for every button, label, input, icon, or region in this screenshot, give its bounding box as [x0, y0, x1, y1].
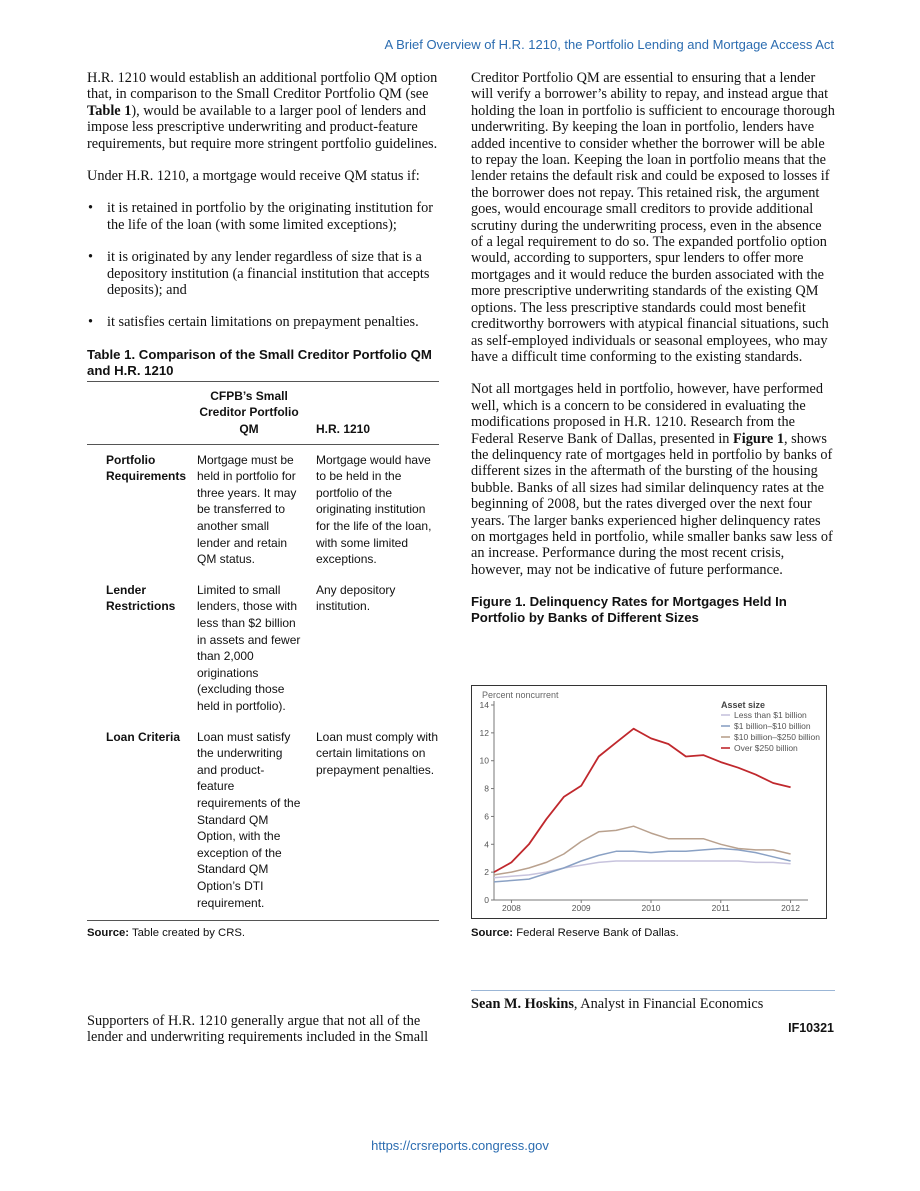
- row-header: Loan Criteria: [87, 724, 197, 921]
- source-label: Source:: [471, 927, 514, 939]
- legend-title: Asset size: [721, 700, 766, 710]
- list-item: [87, 314, 439, 330]
- x-tick-label: 2010: [641, 903, 661, 913]
- supporters-paragraph: Supporters of H.R. 1210 generally argue that not all of the lender and underwriting requirements included in the Small: [87, 1013, 429, 1046]
- source-label: Source:: [87, 927, 130, 940]
- chart-legend: [721, 700, 820, 753]
- table-header-cell: CFPB’s Small Creditor Portfolio QM: [197, 381, 311, 444]
- running-header: A Brief Overview of H.R. 1210, the Portfolio Lending and Mortgage Access Act: [384, 37, 834, 52]
- table-source: [87, 927, 439, 939]
- left-bottom-text: [87, 1013, 445, 1062]
- y-tick-label: 0: [484, 895, 489, 905]
- table-row: [87, 444, 439, 577]
- delinquency-chart: [471, 685, 827, 919]
- row-header: Lender Restrictions: [106, 582, 176, 614]
- author-title: , Analyst in Financial Economics: [573, 996, 764, 1012]
- table-cell: Loan must satisfy the underwriting and product-feature requirements of the Standard QM Option, with the exception of the Standard QM Option’s DTI requirement.: [197, 724, 311, 921]
- comparison-table: [87, 381, 439, 921]
- series-line: [494, 861, 791, 878]
- bullet-icon: •: [88, 200, 94, 217]
- figure-ref: Figure 1: [733, 430, 784, 447]
- x-tick-label: 2011: [711, 903, 730, 913]
- argument-paragraph: Creditor Portfolio QM are essential to ensuring that a lender will verify a borrower’s ability to repay, and instead argue that holding the loan in portfolio is sufficient to encourage thorough underwriting. By keeping the loan in portfolio, lenders have added incentive to consider whether the borrower will be able to repay the loan. Keeping the loan in portfolio means that the lender retains the default risk and could be exposed to losses if the borrower does not repay. This retained risk, the argument goes, would encourage small creditors to provide additional scrutiny during the underwriting process, even in the absence of a legal requirement to do so. The expanded portfolio option would, according to supporters, spur lenders to offer more mortgages and it would reduce the burden associated with the more prescriptive underwriting standards of the existing QM options. The less prescriptive standards could most benefit creditworthy borrowers with atypical financial situations, such as self-employed individuals or seasonal employees, who may have a difficult time conforming to the existing standards.: [471, 70, 835, 365]
- bullet-icon: •: [88, 249, 94, 266]
- legend-label: $1 billion–$10 billion: [734, 721, 811, 731]
- list-item-text: it is retained in portfolio by the originating institution for the life of the loan (with some limited exceptions);: [107, 200, 434, 233]
- bullet-icon: •: [88, 314, 94, 331]
- table-header-row: [87, 381, 439, 444]
- footer-url[interactable]: https://crsreports.congress.gov: [371, 1138, 549, 1153]
- row-header: Portfolio Requirements: [106, 452, 187, 484]
- author-name: Sean M. Hoskins: [471, 996, 574, 1012]
- performance-paragraph: [471, 381, 835, 578]
- table-ref: Table 1: [87, 102, 132, 119]
- qm-status-paragraph: Under H.R. 1210, a mortgage would receive QM status if:: [87, 168, 420, 185]
- legend-label: $10 billion–$250 billion: [734, 732, 821, 742]
- table-row: [87, 724, 439, 921]
- intro-paragraph: [87, 70, 439, 152]
- table-row: [87, 577, 439, 724]
- table-cell: Loan must comply with certain limitations on prepayment penalties.: [311, 724, 439, 921]
- y-tick-label: 6: [484, 811, 489, 822]
- table-header-cell: H.R. 1210: [311, 381, 439, 444]
- performance-text-post: , shows the delinquency rate of mortgages held in portfolio by banks of different sizes in the aftermath of the bursting of the housing bubble. Banks of all sizes had similar delinquency rates at the beginning of 2008, but the rates diverged over the next four years. The larger banks experienced higher delinquency rates on mortgages held in portfolio, while smaller banks saw less of an increase. Performance during the most recent crisis, however, may not be indicative of future performance.: [471, 430, 833, 578]
- list-item: [87, 249, 439, 298]
- source-text: Federal Reserve Bank of Dallas.: [513, 927, 679, 939]
- y-tick-label: 4: [484, 839, 489, 850]
- table-cell: Limited to small lenders, those with less than $2 billion in assets and fewer than 2,000 originations (excluding those held in portfolio).: [197, 582, 301, 713]
- table-cell: Mortgage would have to be held in the portfolio of the originating institution for the life of the loan, with some limited exceptions.: [316, 452, 432, 567]
- right-column: [471, 70, 835, 626]
- table-caption: Table 1. Comparison of the Small Creditor Portfolio QM and H.R. 1210: [87, 346, 432, 378]
- y-tick-label: 2: [484, 867, 489, 878]
- x-tick-label: 2009: [571, 903, 591, 913]
- list-item-text: it is originated by any lender regardless of size that is a depository institution (a financial institution that accepts deposits); and: [107, 249, 430, 299]
- legend-label: Less than $1 billion: [734, 710, 807, 720]
- legend-label: Over $250 billion: [734, 743, 798, 753]
- y-axis-label: Percent noncurrent: [482, 690, 559, 700]
- qm-criteria-list: [87, 200, 439, 330]
- product-code: IF10321: [788, 1021, 834, 1035]
- list-item: [87, 200, 439, 233]
- table-cell: Any depository institution.: [316, 582, 396, 614]
- list-item-text: it satisfies certain limitations on prepayment penalties.: [107, 314, 419, 331]
- chart-svg: [472, 686, 826, 918]
- table-header-cell: [87, 381, 197, 444]
- x-tick-label: 2008: [501, 903, 521, 913]
- y-tick-label: 14: [479, 700, 489, 710]
- performance-text-pre: Not all mortgages held in portfolio, however, have performed well, which is a concern to be considered in evaluating the modifications proposed in H.R. 1210. Research from the Federal Reserve Bank of Dallas, presented in: [471, 381, 823, 447]
- y-tick-label: 12: [479, 727, 489, 738]
- intro-text-pre: H.R. 1210 would establish an additional portfolio QM option that, in comparison to the Small Creditor Portfolio QM (see: [87, 70, 438, 103]
- author-line: [471, 996, 763, 1013]
- y-tick-label: 8: [484, 783, 489, 794]
- y-tick-label: 10: [479, 755, 489, 766]
- source-text: Table created by CRS.: [129, 927, 246, 940]
- left-column: [87, 70, 439, 939]
- author-divider: [471, 990, 835, 991]
- intro-text-post: ), would be available to a larger pool of lenders and impose less prescriptive underwriting and product-feature requirements, but require more stringent portfolio guidelines.: [87, 102, 438, 152]
- table-cell: Mortgage must be held in portfolio for three years. It may be transferred to another small lender and retain QM status.: [197, 452, 297, 567]
- figure-caption: Figure 1. Delinquency Rates for Mortgages Held In Portfolio by Banks of Different Sizes: [471, 594, 787, 626]
- figure-source: [471, 927, 679, 939]
- x-tick-label: 2012: [781, 903, 801, 913]
